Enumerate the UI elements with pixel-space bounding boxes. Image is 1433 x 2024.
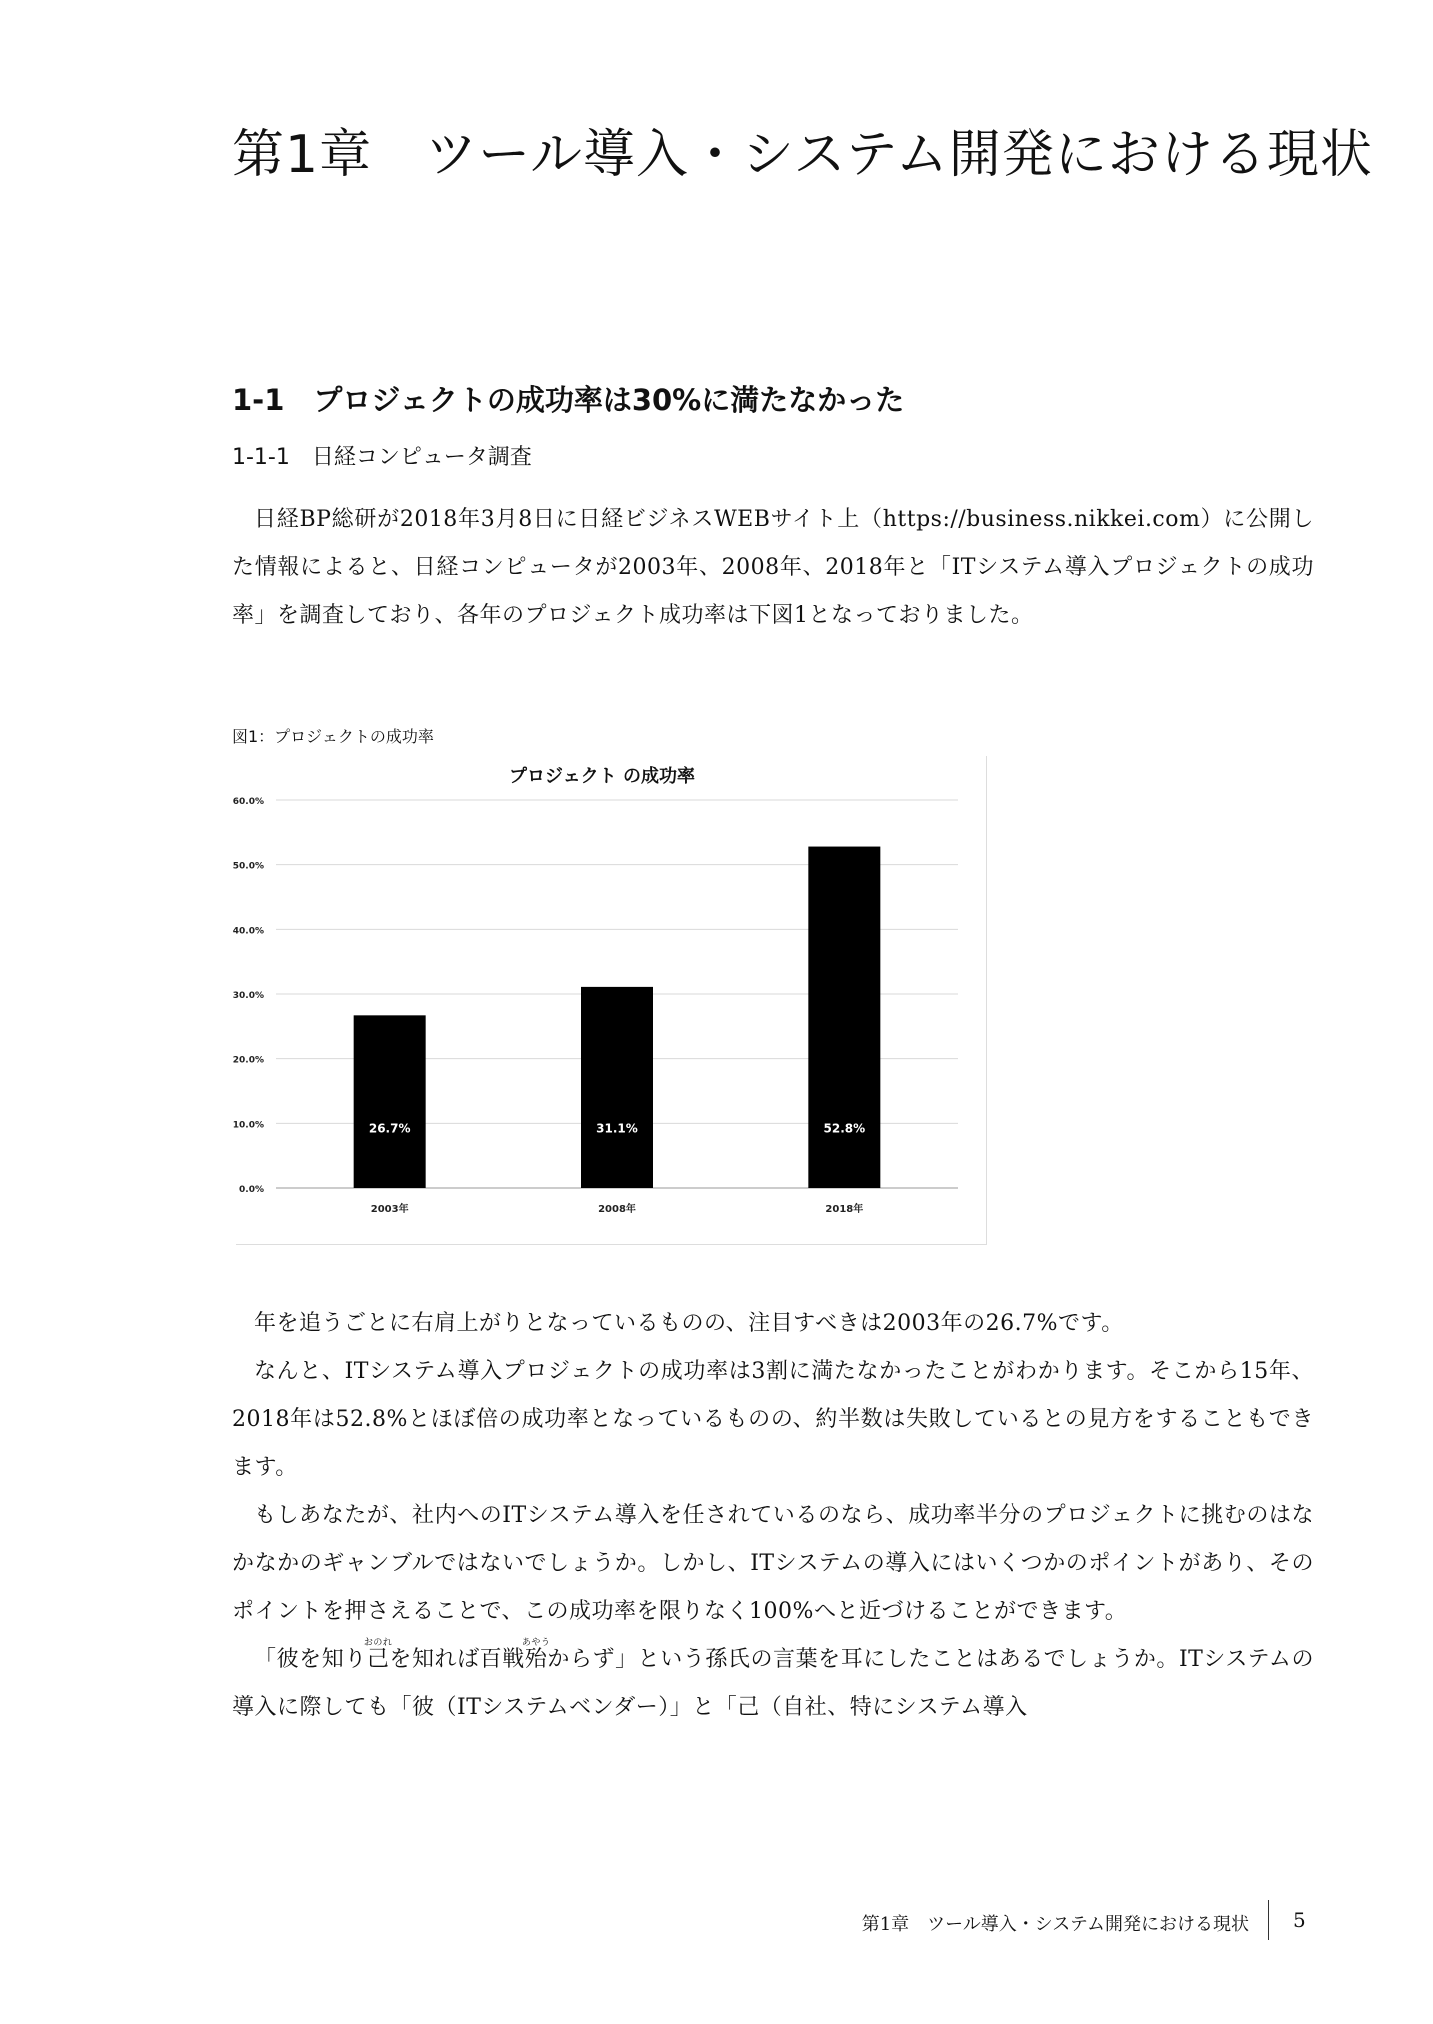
y-tick-label: 50.0% (232, 861, 264, 872)
section-title: 1-1 プロジェクトの成功率は30%に満たなかった (232, 383, 905, 417)
bar (354, 1015, 426, 1188)
quote-text: を知れば百戦 (389, 1647, 525, 1672)
figure-caption: 図1：プロジェクトの成功率 (232, 727, 434, 746)
body-paragraph: 年を追うごとに右肩上がりとなっているものの、注目すべきは2003年の26.7%です。 (254, 1311, 1124, 1336)
ruby-base: 己 (363, 1647, 393, 1672)
quote-text: からず」という孫氏の言葉を耳にしたことはあるでしょうか。ITシステムの導入に際しても「彼（ITシステムベンダー）」と「己（自社、特にシステム導入 (232, 1647, 1314, 1720)
success-rate-chart (232, 756, 987, 1245)
page-number: 5 (1293, 1908, 1306, 1932)
ruby-annotation (521, 1638, 551, 1672)
x-tick-label: 2003年 (370, 1204, 409, 1215)
chapter-title: 第1章 ツール導入・システム開発における現状 (232, 125, 1373, 185)
running-title: 第1章 ツール導入・システム開発における現状 (861, 1914, 1249, 1935)
quote-text: 「彼を知り (254, 1647, 367, 1672)
bar-value-label: 26.7% (368, 1121, 411, 1136)
ruby-reading: あやう (521, 1638, 551, 1648)
subsection-title: 1-1-1 日経コンピュータ調査 (232, 445, 532, 470)
x-tick-label: 2008年 (598, 1204, 636, 1215)
ruby-reading: おのれ (363, 1638, 393, 1648)
intro-text (232, 496, 1314, 640)
x-tick-label: 2018年 (825, 1204, 864, 1215)
bar (808, 847, 880, 1188)
body-paragraph: なんと、ITシステム導入プロジェクトの成功率は3割に満たなかったことがわかります。そこから15年、2018年は52.8%とほぼ倍の成功率となっているものの、約半数は失敗しているとの見方をすることもできます。 (232, 1359, 1314, 1480)
intro-paragraph: 日経BP総研が2018年3月8日に日経ビジネスWEBサイト上（https://business.nikkei.com）に公開した情報によると、日経コンピュータが2003年、2008年、2018年と「ITシステム導入プロジェクトの成功率」を調査しており、各年のプロジェクト成功率は下図1となっておりました。 (232, 507, 1314, 628)
y-tick-label: 10.0% (232, 1120, 264, 1131)
quote-paragraph (232, 1636, 1314, 1732)
ruby-annotation (363, 1638, 393, 1672)
y-tick-label: 0.0% (239, 1185, 264, 1195)
chart-canvas (232, 756, 986, 1244)
page-footer (0, 1900, 1433, 1940)
y-tick-label: 40.0% (232, 926, 264, 937)
body-text (232, 1300, 1314, 1732)
bar-value-label: 52.8% (823, 1121, 866, 1136)
body-paragraph: もしあなたが、社内へのITシステム導入を任されているのなら、成功率半分のプロジェクトに挑むのはなかなかのギャンブルではないでしょうか。しかし、ITシステムの導入にはいくつかのポイントがあり、そのポイントを押さえることで、この成功率を限りなく100%へと近づけることができます。 (232, 1503, 1314, 1624)
y-tick-label: 20.0% (232, 1055, 264, 1066)
y-tick-label: 60.0% (232, 797, 264, 807)
bar (581, 987, 653, 1188)
chart-title: プロジェクト の成功率 (509, 766, 695, 787)
bar-value-label: 31.1% (596, 1121, 638, 1136)
ruby-base: 殆 (521, 1647, 551, 1672)
y-tick-label: 30.0% (232, 991, 264, 1001)
footer-divider (1268, 1900, 1269, 1940)
